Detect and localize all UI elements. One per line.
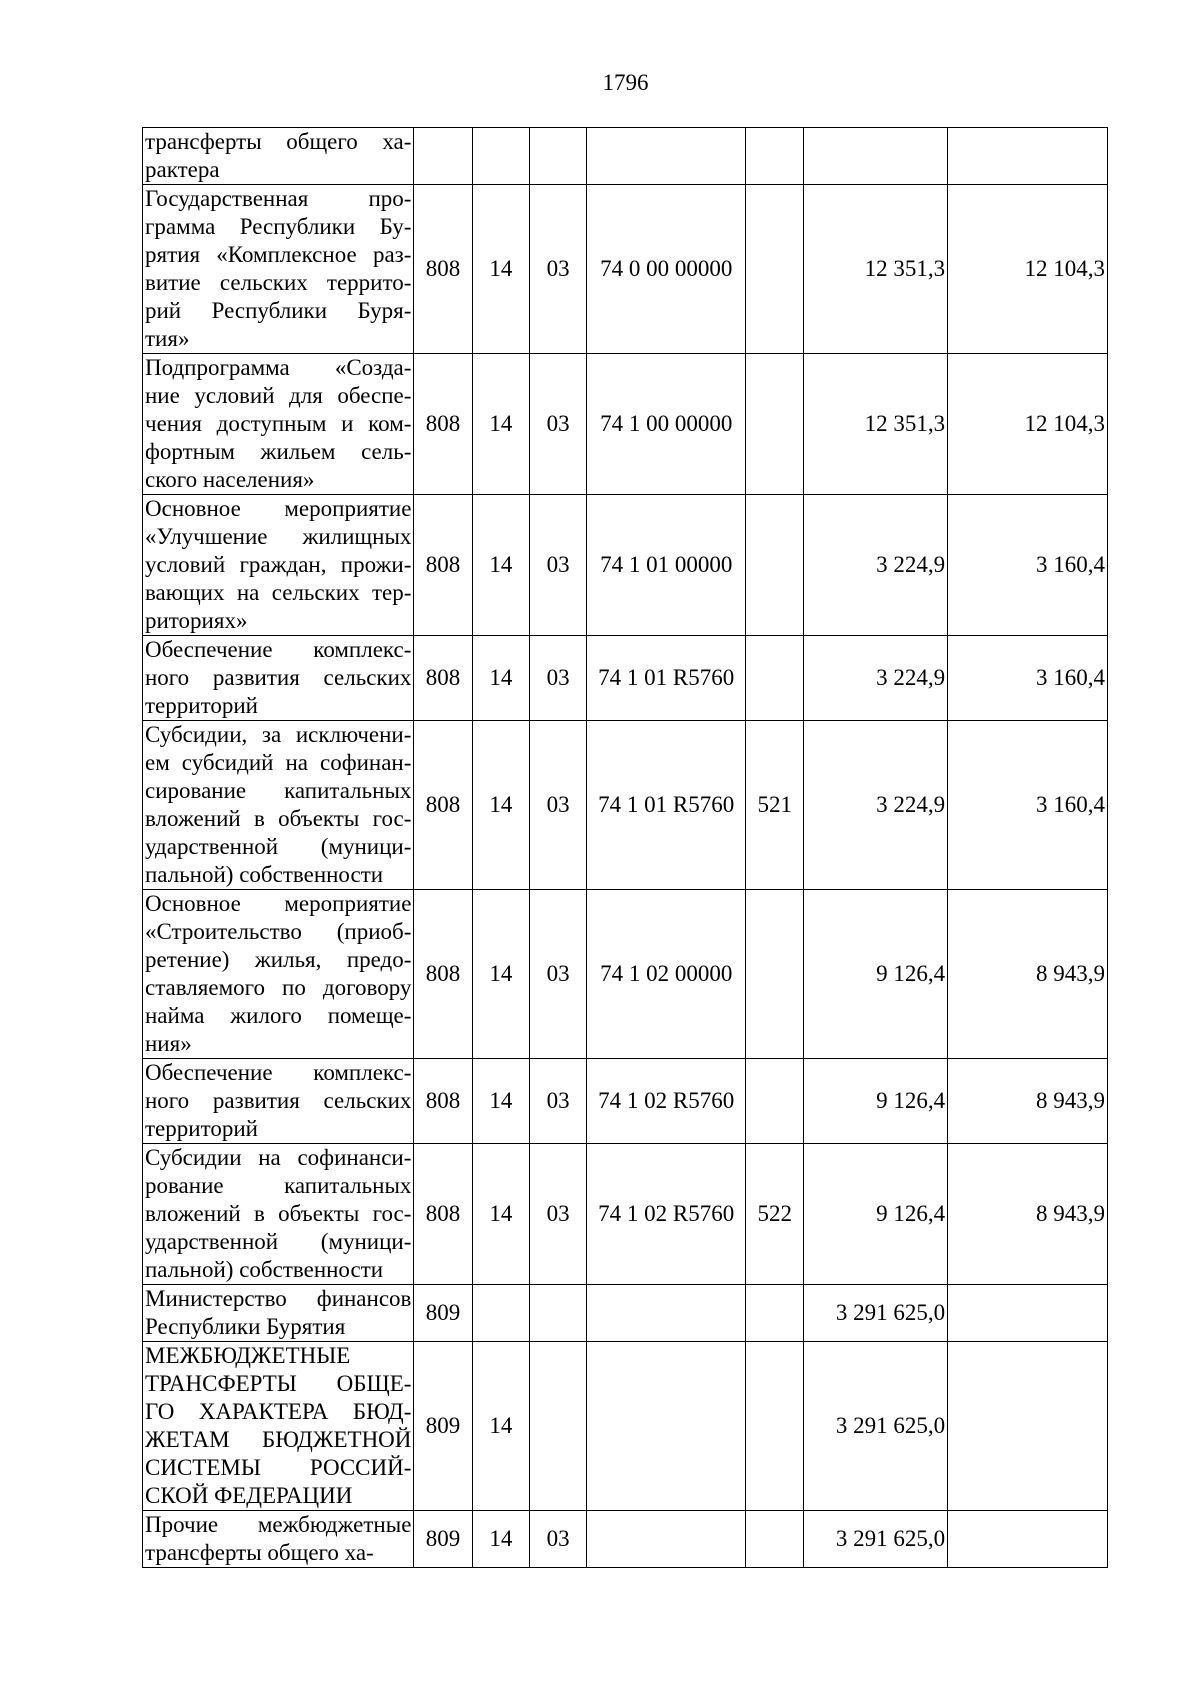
description-line: Обеспечение комплекс-: [145, 1060, 412, 1085]
cell-ved: [414, 128, 472, 185]
cell-description: [143, 890, 414, 1059]
cell-section: [472, 128, 529, 185]
description-line: «Строительство (приоб-: [145, 919, 412, 944]
table-body: [143, 128, 1108, 1568]
cell-amount-2: 12 104,3: [948, 185, 1108, 354]
cell-amount-1: 12 351,3: [804, 185, 948, 354]
description-line: рование капитальных: [145, 1173, 412, 1198]
description-line: территорий: [145, 693, 258, 718]
cell-description: [143, 721, 414, 890]
description-line: ГО ХАРАКТЕРА БЮД-: [145, 1399, 412, 1424]
cell-amount-2: [948, 1342, 1108, 1511]
cell-description: [143, 1059, 414, 1144]
description-line: Обеспечение комплекс-: [145, 637, 412, 662]
cell-amount-1: 3 291 625,0: [804, 1342, 948, 1511]
description-line: трансферты общего ха-: [145, 1540, 374, 1565]
cell-amount-2: [948, 1511, 1108, 1568]
cell-expense-type: [746, 354, 804, 495]
description-line: вложений в объекты гос-: [145, 1201, 412, 1226]
table-row: [143, 721, 1108, 890]
table-row: [143, 1342, 1108, 1511]
cell-ved: 808: [414, 354, 472, 495]
cell-subsection: 03: [530, 495, 587, 636]
table-row: [143, 128, 1108, 185]
cell-subsection: 03: [530, 890, 587, 1059]
cell-amount-1: 3 224,9: [804, 495, 948, 636]
description-line: ударственной (муници-: [145, 1229, 412, 1254]
cell-description: [143, 1285, 414, 1342]
cell-target-article: 74 1 01 R5760: [587, 721, 746, 890]
cell-expense-type: [746, 1285, 804, 1342]
cell-expense-type: 522: [746, 1144, 804, 1285]
cell-expense-type: [746, 185, 804, 354]
cell-amount-2: 3 160,4: [948, 495, 1108, 636]
table-row: [143, 1059, 1108, 1144]
table-row: [143, 1285, 1108, 1342]
cell-amount-2: 12 104,3: [948, 354, 1108, 495]
cell-amount-1: 3 291 625,0: [804, 1285, 948, 1342]
description-line: тия»: [145, 326, 190, 351]
cell-target-article: 74 1 02 R5760: [587, 1144, 746, 1285]
cell-section: 14: [472, 890, 529, 1059]
description-line: фортным жильем сель-: [145, 439, 412, 464]
cell-section: 14: [472, 1144, 529, 1285]
cell-ved: 808: [414, 495, 472, 636]
cell-target-article: 74 1 02 00000: [587, 890, 746, 1059]
description-line: Прочие межбюджетные: [145, 1512, 412, 1537]
description-line: Министерство финансов: [145, 1286, 412, 1311]
cell-amount-1: [804, 128, 948, 185]
cell-section: 14: [472, 1511, 529, 1568]
cell-subsection: 03: [530, 354, 587, 495]
table-row: [143, 1511, 1108, 1568]
table-row: [143, 890, 1108, 1059]
cell-ved: 809: [414, 1511, 472, 1568]
cell-target-article: [587, 1285, 746, 1342]
table-row: [143, 495, 1108, 636]
description-line: риториях»: [145, 608, 248, 633]
cell-amount-2: 3 160,4: [948, 636, 1108, 721]
cell-target-article: [587, 1342, 746, 1511]
description-line: найма жилого помеще-: [145, 1003, 412, 1028]
description-line: пальной) собственности: [145, 862, 384, 887]
description-line: «Улучшение жилищных: [145, 524, 412, 549]
description-line: трансферты общего ха-: [145, 129, 412, 154]
cell-section: 14: [472, 636, 529, 721]
cell-amount-1: 9 126,4: [804, 890, 948, 1059]
cell-description: [143, 354, 414, 495]
cell-subsection: 03: [530, 1059, 587, 1144]
description-line: рий Республики Буря-: [145, 298, 412, 323]
description-line: ЖЕТАМ БЮДЖЕТНОЙ: [145, 1427, 412, 1452]
cell-expense-type: [746, 495, 804, 636]
table-row: [143, 185, 1108, 354]
description-line: ния»: [145, 1031, 192, 1056]
description-line: ТРАНСФЕРТЫ ОБЩЕ-: [145, 1371, 412, 1396]
description-line: чения доступным и ком-: [145, 411, 412, 436]
description-line: МЕЖБЮДЖЕТНЫЕ: [145, 1343, 351, 1368]
description-line: ударственной (муници-: [145, 834, 412, 859]
cell-description: [143, 495, 414, 636]
cell-ved: 808: [414, 636, 472, 721]
description-line: ретение) жилья, предо-: [145, 947, 412, 972]
cell-subsection: 03: [530, 1144, 587, 1285]
cell-amount-2: 3 160,4: [948, 721, 1108, 890]
cell-expense-type: [746, 636, 804, 721]
cell-amount-2: [948, 128, 1108, 185]
cell-description: [143, 636, 414, 721]
cell-target-article: [587, 128, 746, 185]
table-row: [143, 636, 1108, 721]
cell-expense-type: [746, 1059, 804, 1144]
cell-target-article: 74 1 01 00000: [587, 495, 746, 636]
cell-ved: 808: [414, 721, 472, 890]
cell-ved: 808: [414, 890, 472, 1059]
description-line: ского населения»: [145, 467, 315, 492]
description-line: Субсидии на софинанси-: [145, 1145, 412, 1170]
cell-subsection: 03: [530, 636, 587, 721]
cell-ved: 809: [414, 1342, 472, 1511]
cell-subsection: 03: [530, 1511, 587, 1568]
cell-target-article: 74 1 02 R5760: [587, 1059, 746, 1144]
cell-section: [472, 1285, 529, 1342]
description-line: витие сельских террито-: [145, 270, 412, 295]
cell-amount-2: [948, 1285, 1108, 1342]
description-line: ние условий для обеспе-: [145, 383, 412, 408]
description-line: условий граждан, прожи-: [145, 552, 412, 577]
cell-ved: 808: [414, 185, 472, 354]
description-line: ного развития сельских: [145, 665, 412, 690]
cell-ved: 809: [414, 1285, 472, 1342]
description-line: ного развития сельских: [145, 1088, 412, 1113]
cell-section: 14: [472, 354, 529, 495]
cell-description: [143, 1144, 414, 1285]
description-line: вающих на сельских тер-: [145, 580, 412, 605]
cell-expense-type: [746, 1511, 804, 1568]
cell-section: 14: [472, 721, 529, 890]
cell-target-article: [587, 1511, 746, 1568]
description-line: рактера: [145, 157, 220, 182]
cell-description: [143, 1511, 414, 1568]
description-line: сирование капитальных: [145, 778, 412, 803]
cell-target-article: 74 1 00 00000: [587, 354, 746, 495]
cell-subsection: [530, 1342, 587, 1511]
cell-amount-1: 3 224,9: [804, 636, 948, 721]
cell-expense-type: [746, 128, 804, 185]
cell-target-article: 74 0 00 00000: [587, 185, 746, 354]
page-number: 1796: [602, 70, 649, 95]
cell-amount-1: 9 126,4: [804, 1059, 948, 1144]
cell-expense-type: 521: [746, 721, 804, 890]
description-line: СКОЙ ФЕДЕРАЦИИ: [145, 1483, 353, 1508]
description-line: СИСТЕМЫ РОССИЙ-: [145, 1455, 412, 1480]
budget-table: [142, 127, 1108, 1568]
description-line: Государственная про-: [145, 186, 412, 211]
cell-expense-type: [746, 1342, 804, 1511]
cell-description: [143, 1342, 414, 1511]
description-line: территорий: [145, 1116, 258, 1141]
cell-target-article: 74 1 01 R5760: [587, 636, 746, 721]
description-line: ставляемого по договору: [145, 975, 412, 1000]
cell-amount-2: 8 943,9: [948, 1059, 1108, 1144]
cell-ved: 808: [414, 1059, 472, 1144]
table-row: [143, 354, 1108, 495]
cell-subsection: [530, 128, 587, 185]
cell-subsection: 03: [530, 721, 587, 890]
description-line: пальной) собственности: [145, 1257, 384, 1282]
description-line: Подпрограмма «Созда-: [145, 355, 412, 380]
cell-amount-2: 8 943,9: [948, 890, 1108, 1059]
description-line: грамма Республики Бу-: [145, 214, 412, 239]
cell-section: 14: [472, 1342, 529, 1511]
cell-subsection: 03: [530, 185, 587, 354]
description-line: Субсидии, за исключени-: [145, 722, 412, 747]
description-line: ем субсидий на софинан-: [145, 750, 412, 775]
description-line: Республики Бурятия: [145, 1314, 346, 1339]
cell-description: [143, 185, 414, 354]
cell-amount-2: 8 943,9: [948, 1144, 1108, 1285]
cell-subsection: [530, 1285, 587, 1342]
cell-section: 14: [472, 185, 529, 354]
cell-amount-1: 3 291 625,0: [804, 1511, 948, 1568]
cell-ved: 808: [414, 1144, 472, 1285]
cell-section: 14: [472, 1059, 529, 1144]
description-line: рятия «Комплексное раз-: [145, 242, 412, 267]
description-line: Основное мероприятие: [145, 496, 412, 521]
cell-section: 14: [472, 495, 529, 636]
cell-amount-1: 9 126,4: [804, 1144, 948, 1285]
description-line: вложений в объекты гос-: [145, 806, 412, 831]
description-line: Основное мероприятие: [145, 891, 412, 916]
cell-expense-type: [746, 890, 804, 1059]
table-row: [143, 1144, 1108, 1285]
cell-description: [143, 128, 414, 185]
cell-amount-1: 3 224,9: [804, 721, 948, 890]
cell-amount-1: 12 351,3: [804, 354, 948, 495]
